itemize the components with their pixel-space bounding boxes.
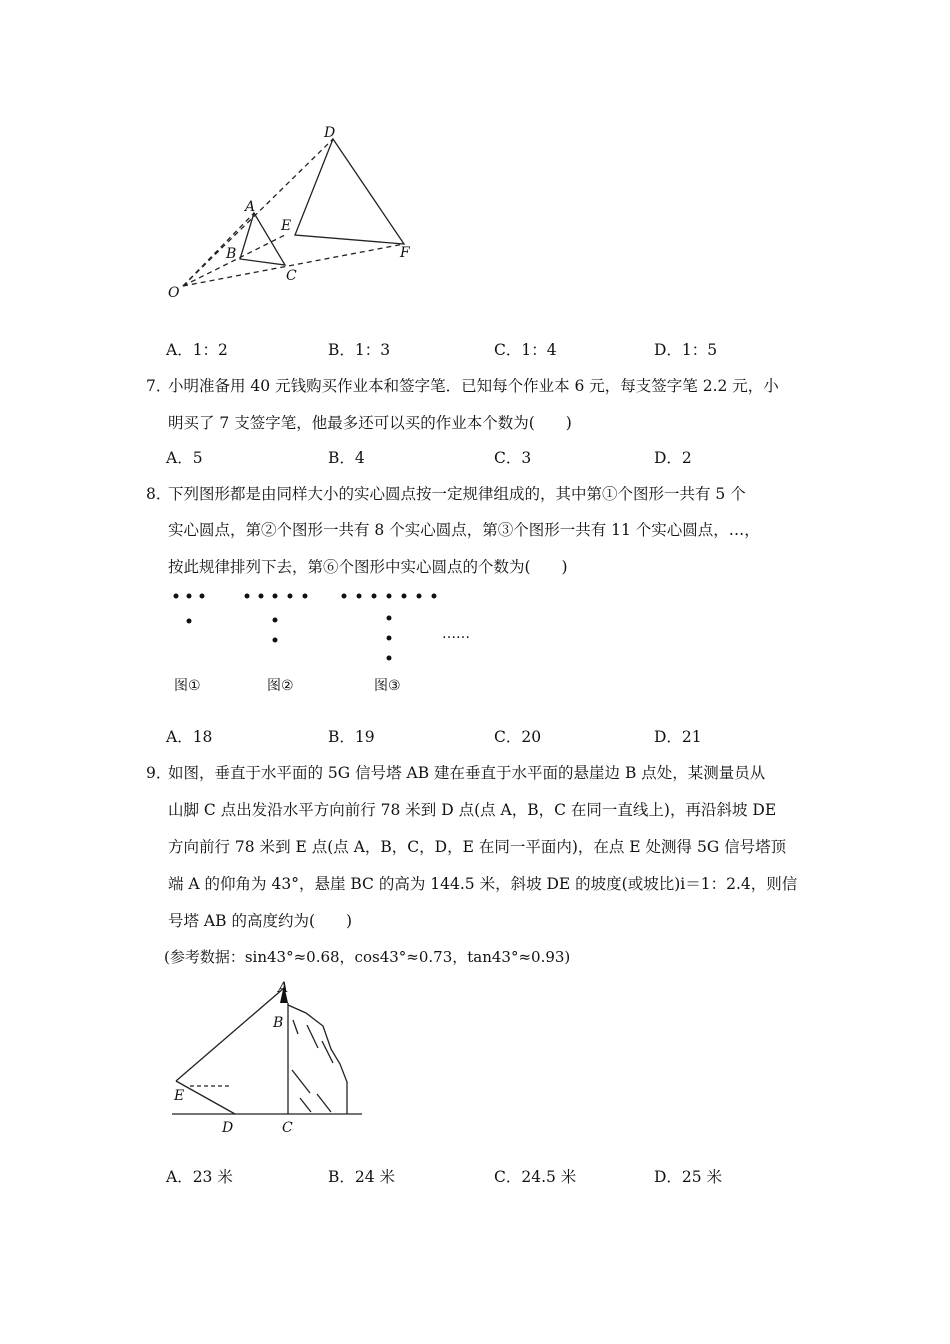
q9-line-4: 端 A 的仰角为 43°，悬崖 BC 的高为 144.5 米，斜坡 DE 的坡度(或坡比)i＝1：2.4，则信 (168, 875, 798, 893)
q8-number: 8． (146, 485, 172, 503)
q9-option-b: B．24 米 (328, 1168, 396, 1186)
q8-option-c: C．20 (494, 728, 542, 746)
q9-figure (165, 975, 370, 1135)
q8-option-a: A．18 (166, 728, 213, 746)
q9-label-E: E (174, 1088, 185, 1104)
q9-label-B: B (273, 1015, 284, 1031)
q7-number: 7． (146, 377, 172, 395)
q9-line-5: 号塔 AB 的高度约为( ) (168, 912, 353, 930)
q7-option-a: A．5 (166, 449, 203, 467)
q7-line-2: 明买了 7 支签字笔，他最多还可以买的作业本个数为( ) (168, 414, 572, 432)
q9-option-a: A．23 米 (166, 1168, 233, 1186)
q6-figure (160, 118, 430, 308)
q8-line-2: 实心圆点，第②个图形一共有 8 个实心圆点，第③个图形一共有 11 个实心圆点，…， (168, 521, 760, 539)
q9-line-1: 如图，垂直于水平面的 5G 信号塔 AB 建在垂直于水平面的悬崖边 B 点处，某测量员从 (168, 764, 766, 782)
q9-label-C: C (282, 1120, 293, 1135)
q8-option-b: B．19 (328, 728, 375, 746)
q6-option-a: A．1：2 (166, 341, 228, 359)
q8-dot-patterns (160, 585, 480, 700)
q9-number: 9． (146, 764, 172, 782)
q9-option-c: C．24.5 米 (494, 1168, 577, 1186)
q6-option-c: C．1：4 (494, 341, 557, 359)
q7-option-d: D．2 (654, 449, 692, 467)
label-C: C (286, 268, 297, 284)
q6-option-b: B．1：3 (328, 341, 391, 359)
label-D: D (324, 125, 336, 141)
q8-option-d: D．21 (654, 728, 702, 746)
q7-option-c: C．3 (494, 449, 532, 467)
q9-reference-data: (参考数据：sin43°≈0.68，cos43°≈0.73，tan43°≈0.93) (164, 948, 571, 966)
q8-line-1: 下列图形都是由同样大小的实心圆点按一定规律组成的，其中第①个图形一共有 5 个 (168, 485, 746, 503)
q7-line-1: 小明准备用 40 元钱购买作业本和签字笔．已知每个作业本 6 元，每支签字笔 2.2 元，小 (168, 377, 779, 395)
label-A: A (245, 199, 256, 215)
q8-line-3: 按此规律排列下去，第⑥个图形中实心圆点的个数为( ) (168, 558, 568, 576)
label-B: B (226, 246, 237, 262)
q9-option-d: D．25 米 (654, 1168, 723, 1186)
q9-line-2: 山脚 C 点出发沿水平方向前行 78 米到 D 点(点 A，B，C 在同一直线上)，再沿斜坡 DE (168, 801, 777, 819)
q8-caption-1: 图① (174, 678, 201, 694)
q8-caption-2: 图② (267, 678, 294, 694)
q9-line-3: 方向前行 78 米到 E 点(点 A，B，C，D，E 在同一平面内)，在点 E 处测得 5G 信号塔顶 (168, 838, 787, 856)
q6-option-d: D．1：5 (654, 341, 718, 359)
q9-label-D: D (222, 1120, 234, 1135)
label-O: O (168, 285, 180, 301)
q7-option-b: B．4 (328, 449, 365, 467)
label-F: F (400, 245, 410, 261)
label-E: E (281, 218, 292, 234)
q8-caption-3: 图③ (374, 678, 401, 694)
q9-label-A: A (278, 980, 289, 996)
q8-ellipsis: …… (442, 626, 470, 642)
